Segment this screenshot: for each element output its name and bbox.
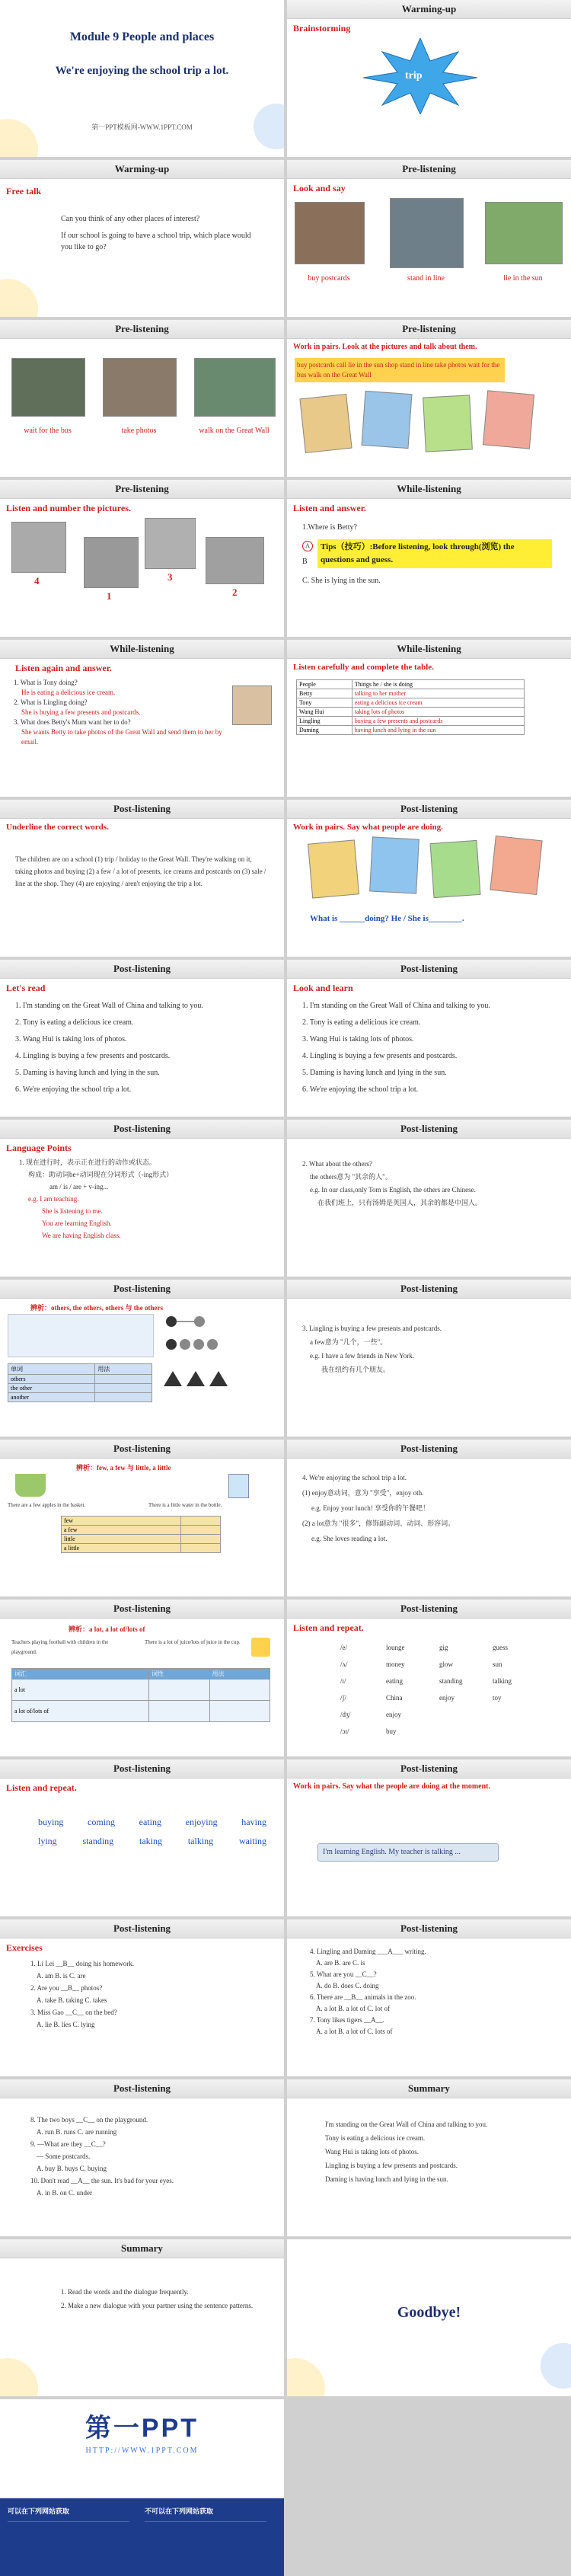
col-header: Things he / she is doing: [352, 680, 524, 689]
options: A. take B. taking C. takes: [37, 1996, 107, 2004]
question: — Some postcards.: [37, 2153, 91, 2160]
word: eating: [386, 1677, 403, 1685]
slide-free-talk[interactable]: [0, 160, 284, 317]
lesson-subtitle: We're enjoying the school trip a lot.: [55, 65, 229, 77]
cell: [209, 1701, 270, 1722]
sentence: 5. Daming is having lunch and lying in the sun.: [302, 1069, 447, 1077]
cell: Betty: [297, 689, 352, 698]
phoneme: /ɔɪ/: [340, 1727, 349, 1735]
word: buying: [38, 1817, 64, 1827]
caption: wait for the bus: [24, 427, 72, 435]
caption: There is a little water in the bottle.: [148, 1502, 222, 1508]
slide-number-pictures[interactable]: [0, 480, 284, 637]
question: 6. There are __B__ animals in the zoo.: [310, 1993, 416, 2001]
section-label: 辨析：few, a few 与 little, a little: [76, 1464, 171, 1472]
question: 8. The two boys __C__ on the playground.: [30, 2116, 148, 2124]
picture-3: [145, 518, 196, 569]
illustration: [8, 1314, 154, 1357]
phoneme: /ɪ/: [340, 1677, 346, 1685]
option-b[interactable]: B: [302, 558, 308, 566]
sentence-list: [302, 998, 561, 1098]
sentence: 6. We're enjoying the school trip a lot.: [302, 1085, 419, 1094]
cell: talking to her mother: [352, 689, 524, 698]
section-label: Underline the correct words.: [6, 823, 109, 832]
cell: [181, 1517, 221, 1526]
section-label: 辨析：a lot, a lot of/lots of: [69, 1625, 145, 1633]
example: We are having English class.: [42, 1232, 121, 1239]
qa-list: [14, 678, 227, 747]
slide-exercises-3[interactable]: [0, 2079, 284, 2236]
photo-sun: [485, 202, 563, 264]
caption: walk on the Great Wall: [199, 427, 270, 435]
word: glow: [439, 1660, 453, 1668]
word: eating: [139, 1817, 161, 1827]
slide-title: Post-listening: [400, 1283, 458, 1294]
notes: [302, 1322, 553, 1376]
cell: a few: [62, 1526, 181, 1535]
word: toy: [493, 1694, 502, 1702]
slide-look-say[interactable]: [287, 160, 571, 317]
cell: others: [8, 1375, 95, 1384]
cup-icon: [251, 1638, 270, 1657]
usage-table: [11, 1668, 270, 1722]
col-header: 用法: [209, 1669, 270, 1680]
slide-a-lot[interactable]: [0, 1600, 284, 1756]
option-a[interactable]: A: [302, 541, 313, 551]
cell: [181, 1526, 221, 1535]
cell: a lot: [12, 1680, 149, 1701]
word: waiting: [238, 1836, 266, 1846]
cell: [95, 1384, 152, 1393]
cell: a lot of/lots of: [12, 1701, 149, 1722]
example: e.g. I am teaching.: [28, 1195, 79, 1203]
options: A. in B. on C. under: [37, 2189, 92, 2197]
note: (2) a lot意为 "很多"，修饰副动词、动词、形容词。: [302, 1520, 455, 1527]
word: talking: [187, 1836, 214, 1846]
slide-title: Post-listening: [113, 1603, 171, 1614]
question: 3. What does Betty's Mum want her to do?: [14, 718, 131, 726]
section-label: Exercises: [6, 1942, 43, 1953]
slide-title: Post-listening: [400, 1123, 458, 1134]
deco-circle: [541, 2343, 571, 2389]
picture-card: [483, 390, 534, 449]
word: talking: [493, 1677, 512, 1685]
brand-url[interactable]: HTTP://WWW.1PPT.COM: [85, 2447, 199, 2455]
slide-a-few[interactable]: [287, 1280, 571, 1437]
col-header: 单词: [8, 1364, 95, 1375]
photo-camera: [103, 358, 177, 417]
picture-card: [308, 839, 359, 898]
slide-title: Post-listening: [400, 1763, 458, 1774]
example: e.g. She loves reading a lot.: [311, 1535, 388, 1542]
slide-title: Post-listening: [113, 2082, 171, 2094]
question: 4. Lingling and Daming ___A___ writing.: [310, 1948, 426, 1955]
tips-box: Tips（技巧）:Before listening, look through(浏览) the questions and guess.: [317, 539, 552, 568]
slide-title: Post-listening: [113, 1123, 171, 1134]
cell: [95, 1393, 152, 1402]
slide-look-learn[interactable]: [287, 960, 571, 1117]
cell: Lingling: [297, 717, 352, 726]
phoneme: /ʌ/: [340, 1660, 348, 1668]
cell: [95, 1375, 152, 1384]
question: 1. What is Tony doing?: [14, 679, 78, 686]
cell: another: [8, 1393, 95, 1402]
caption: lie in the sun: [503, 274, 543, 283]
cell: [181, 1544, 221, 1553]
word: buy: [386, 1727, 397, 1735]
slide-exercises-2[interactable]: [287, 1919, 571, 2076]
sentence: 4. Lingling is buying a few presents and postcards.: [302, 1052, 458, 1060]
cell: Tony: [297, 698, 352, 708]
answer-table: [296, 679, 525, 735]
word: standing: [439, 1677, 463, 1685]
deco-circle: [0, 2358, 38, 2396]
slide-title: Post-listening: [113, 803, 171, 814]
section-label: Listen and repeat.: [293, 1622, 364, 1633]
example: e.g. I have a few friends in New York.: [310, 1352, 414, 1360]
slide-title: While-listening: [110, 643, 174, 654]
word: lying: [38, 1836, 57, 1846]
answer-number: 2: [232, 586, 238, 598]
allowed-sites-title: 可以在下列网站获取: [8, 2507, 70, 2515]
slide-cover[interactable]: [0, 0, 284, 157]
slide-title: Summary: [121, 2242, 163, 2254]
deco-circle: [0, 279, 38, 317]
section-label: Brainstorming: [293, 23, 351, 34]
picture-card: [430, 840, 481, 898]
answer-number: 1: [107, 590, 112, 602]
slide-prelisten-photos[interactable]: [0, 320, 284, 477]
example: 我在纽约有几个朋友。: [321, 1366, 391, 1373]
sentence: I'm standing on the Great Wall of China and talking to you.: [325, 2121, 488, 2128]
options: A. run B. runs C. are running: [37, 2128, 117, 2136]
slide-say-doing[interactable]: [287, 800, 571, 957]
word-box: buy postcards call lie in the sun shop stand in line take photos wait for the bus walk on the Great Wall: [295, 358, 505, 382]
picture-card: [299, 394, 352, 453]
question-1: Can you think of any other places of interest?: [61, 215, 200, 223]
sentence: 3. Wang Hui is taking lots of photos.: [15, 1035, 127, 1044]
slide-title: Post-listening: [400, 803, 458, 814]
cell: the other: [8, 1384, 95, 1393]
slide-title: Post-listening: [400, 1922, 458, 1934]
cell: eating a delicious ice cream: [352, 698, 524, 708]
task: 2. Make a new dialogue with your partner using the sentence patterns.: [61, 2302, 254, 2309]
section-label: Look and say: [293, 183, 346, 193]
cell: Wang Hui: [297, 708, 352, 717]
slide-language-points[interactable]: [0, 1120, 284, 1277]
phonics-column: [340, 1639, 386, 1740]
slide-title: Pre-listening: [402, 163, 456, 174]
disallowed-sites-title: 不可以在下列网站获取: [145, 2507, 214, 2515]
allowed-sites-list: [8, 2521, 129, 2564]
example: e.g. Enjoy your lunch! 享受你的午餐吧！: [311, 1504, 429, 1512]
picture-4: [206, 537, 264, 584]
word: coming: [88, 1817, 115, 1827]
exercise-list: [30, 2114, 266, 2199]
slide-lets-read[interactable]: [0, 960, 284, 1117]
slide-title: Post-listening: [113, 1763, 171, 1774]
photo-wall: [194, 358, 276, 417]
word: enjoying: [185, 1817, 218, 1827]
sentence: Daming is having lunch and lying in the sun.: [325, 2175, 448, 2183]
question: 3. Miss Gao __C__ on the bed?: [30, 2009, 117, 2016]
cell: little: [62, 1535, 181, 1544]
cell: [149, 1680, 209, 1701]
caption: Teachers playing football with children in the playground.: [11, 1639, 109, 1655]
slide-summary-2[interactable]: [0, 2239, 284, 2396]
options: A. do B. does C. doing: [316, 1982, 379, 1990]
options: A. am B. is C. are: [37, 1972, 86, 1980]
slide-few-little[interactable]: [0, 1440, 284, 1596]
word: gig: [439, 1644, 448, 1651]
goodbye-text: Goodbye!: [397, 2304, 461, 2321]
cell: few: [62, 1517, 181, 1526]
word: guess: [493, 1644, 508, 1651]
section-label: Listen again and answer.: [15, 663, 112, 673]
phoneme: /dʒ/: [340, 1711, 351, 1718]
cell: [209, 1680, 270, 1701]
photo-bus: [11, 358, 85, 417]
options: A. a lot B. a lot of C. lot of: [316, 2005, 390, 2012]
question: 1. Li Lei __B__ doing his homework.: [30, 1960, 134, 1967]
usage-table: [8, 1363, 152, 1402]
slide-title: Post-listening: [113, 1443, 171, 1454]
brand-logo: 第一PPT: [85, 2414, 199, 2443]
slide-pairs-moment[interactable]: [287, 1759, 571, 1916]
picture-2: [84, 537, 139, 588]
sentence: 1. I'm standing on the Great Wall of China and talking to you.: [302, 1002, 490, 1010]
slide-title: While-listening: [397, 483, 461, 494]
section-label: Free talk: [6, 186, 42, 197]
option-c[interactable]: C. She is lying in the sun.: [302, 577, 381, 585]
bottle-icon: [228, 1474, 249, 1498]
answer: She is buying a few presents and postcards.: [21, 708, 141, 716]
word: sun: [493, 1660, 502, 1668]
cell: having lunch and lying in the sun: [352, 726, 524, 735]
section-label: 辨析：others, the others, others 与 the others: [30, 1304, 163, 1312]
slide-title: Post-listening: [113, 963, 171, 974]
word: enjoy: [439, 1694, 455, 1702]
task: 1. Read the words and the dialogue frequently.: [61, 2288, 189, 2296]
slide-listen-answer[interactable]: [287, 480, 571, 637]
example: She is listening to me.: [42, 1207, 103, 1215]
word: money: [386, 1660, 405, 1668]
section-label: Listen and answer.: [293, 503, 366, 513]
question-2: If our school is going to have a school trip, which place would you like to go?: [61, 232, 251, 251]
slide-title: Pre-listening: [402, 323, 456, 334]
slide-underline[interactable]: [0, 800, 284, 957]
example: 在我们班上，只有汤姆是英国人，其余的都是中国人。: [317, 1199, 483, 1207]
notes: [302, 1470, 553, 1546]
section-label: Listen carefully and complete the table.: [293, 663, 434, 672]
answer: She wants Betty to take photos of the Great Wall and send them to her by email.: [21, 728, 222, 746]
question: 7. Tony likes tigers __A__.: [310, 2016, 384, 2024]
disallowed-sites-list: [145, 2521, 266, 2564]
section-label: Work in pairs. Look at the pictures and talk about them.: [293, 343, 477, 351]
sentence: Lingling is buying a few presents and postcards.: [325, 2162, 458, 2169]
question: 2. What is Lingling doing?: [14, 698, 88, 706]
question: 5. What are you __C__?: [310, 1970, 377, 1978]
exercise-list: [30, 1958, 259, 2031]
section-label: Listen and repeat.: [6, 1782, 77, 1793]
sentence: 6. We're enjoying the school trip a lot.: [15, 1085, 132, 1094]
question: 9. —What are they __C__?: [30, 2140, 106, 2148]
col-header: 词性: [149, 1669, 209, 1680]
slide-title: Pre-listening: [115, 323, 169, 334]
slide-title: Post-listening: [113, 1922, 171, 1934]
slide-ing-words[interactable]: [0, 1759, 284, 1916]
slide-exercises-1[interactable]: [0, 1919, 284, 2076]
word: enjoy: [386, 1711, 401, 1718]
brainstorm-center: trip: [405, 70, 423, 81]
word-row: [38, 1817, 266, 1828]
cell: Daming: [297, 726, 352, 735]
options: A. buy B. buys C. buying: [37, 2165, 107, 2172]
section-label: Listen and number the pictures.: [6, 503, 131, 513]
grammar-notes: [19, 1156, 270, 1242]
note: (1) enjoy意动词，意为 "享受"，enjoy oth.: [302, 1489, 424, 1497]
cell: taking lots of photos: [352, 708, 524, 717]
slide-goodbye[interactable]: [287, 2239, 571, 2396]
cell: [149, 1701, 209, 1722]
slide-enjoy[interactable]: [287, 1440, 571, 1596]
sentence: 2. Tony is eating a delicious ice cream.: [15, 1018, 134, 1027]
picture-card: [423, 395, 473, 452]
slide-title: Post-listening: [400, 1443, 458, 1454]
usage-table: [61, 1516, 221, 1553]
word: taking: [139, 1836, 162, 1846]
note: am / is / are + v-ing...: [49, 1183, 109, 1191]
phonics-column: [439, 1639, 493, 1706]
site-credit: 第一PPT模板网-WWW.1PPT.COM: [91, 123, 193, 131]
answer-number: 4: [34, 575, 40, 586]
caption: There is a lot of juice/lots of juice in the cup.: [145, 1639, 241, 1645]
note: 4. We're enjoying the school trip a lot.: [302, 1474, 407, 1481]
picture-card: [369, 836, 419, 893]
footer-banner: [0, 2399, 284, 2576]
options: A. are B. are C. is: [316, 1959, 365, 1967]
sentence: 1. I'm standing on the Great Wall of China and talking to you.: [15, 1002, 203, 1010]
example: You are learning English.: [42, 1219, 112, 1227]
sentence: 2. Tony is eating a delicious ice cream.: [302, 1018, 421, 1027]
section-label: Let's read: [6, 983, 46, 993]
slide-pairs-talk[interactable]: [287, 320, 571, 477]
slide-title: Warming-up: [401, 3, 457, 14]
sentence: 4. Lingling is buying a few presents and postcards.: [15, 1052, 171, 1060]
section-label: Work in pairs. Say what people are doing.: [293, 823, 443, 832]
cell: a little: [62, 1544, 181, 1553]
slide-listen-again[interactable]: [0, 640, 284, 797]
summary-list: [325, 2117, 561, 2186]
sentence-list: [15, 998, 274, 1098]
col-header: 词汇: [12, 1669, 149, 1680]
slide-summary-1[interactable]: [287, 2079, 571, 2236]
cell: [181, 1535, 221, 1544]
note: 构成：助动词be+动词现在分词形式（-ing形式）: [28, 1171, 174, 1178]
sentence-pattern: What is ______doing? He / She is________.: [310, 914, 464, 923]
phonics-column: [493, 1639, 546, 1706]
picture-card: [362, 391, 413, 449]
word-row: [38, 1836, 266, 1847]
word: lounge: [386, 1644, 405, 1651]
slide-others-compare[interactable]: [0, 1280, 284, 1437]
notes: [302, 1158, 553, 1210]
slide-phonics[interactable]: [287, 1600, 571, 1756]
sentence: 5. Daming is having lunch and lying in the sun.: [15, 1069, 160, 1077]
slide-title: Summary: [408, 2082, 450, 2094]
speech-bubble: I'm learning English. My teacher is talking ...: [317, 1843, 499, 1862]
phonics-column: [386, 1639, 439, 1740]
col-header: People: [297, 680, 352, 689]
picture: [232, 686, 272, 725]
slide-title: Post-listening: [400, 1603, 458, 1614]
exercise-list: [310, 1946, 538, 2037]
caption: stand in line: [407, 274, 445, 283]
shapes-icon: [164, 1314, 270, 1398]
section-label: Look and learn: [293, 983, 353, 993]
sentence: Tony is eating a delicious ice cream.: [325, 2134, 426, 2142]
sentence: Wang Hui is taking lots of photos.: [325, 2148, 419, 2156]
example: e.g. In our class,only Tom is English, the others are Chinese.: [310, 1186, 476, 1194]
note: 3. Lingling is buying a few presents and postcards.: [302, 1325, 442, 1332]
question: 10. Don't read __A__ the sun. It's bad for your eyes.: [30, 2177, 174, 2184]
slide-complete-table[interactable]: [287, 640, 571, 797]
slide-title: Pre-listening: [115, 483, 169, 494]
caption: take photos: [121, 427, 157, 435]
phoneme: /ʃ/: [340, 1694, 346, 1702]
module-title: Module 9 People and places: [69, 30, 215, 43]
note: 2. What about the others?: [302, 1160, 373, 1168]
section-label: Language Points: [6, 1143, 72, 1153]
photo-line: [390, 198, 464, 268]
deco-circle: [287, 2358, 325, 2396]
passage: The children are on a school (1) trip / holiday to the Great Wall. They're walking on it, taking photos and buying (2) a few / a lot of presents, ice creams and postcards on (3) sale / line at the shop. They (4) are enjoying / aren't enjoying the trip a lot.: [15, 855, 266, 887]
caption: There are a few apples in the basket.: [8, 1502, 86, 1508]
options: A. a lot B. a lot of C. lots of: [316, 2028, 393, 2035]
slide-the-others[interactable]: [287, 1120, 571, 1277]
answer-number: 3: [167, 571, 173, 583]
phoneme: /e/: [340, 1644, 347, 1651]
photo-postcards: [295, 202, 365, 264]
picture-card: [490, 836, 542, 895]
slide-title: While-listening: [397, 643, 461, 654]
word: having: [241, 1817, 266, 1827]
section-label: Work in pairs. Say what the people are doing at the moment.: [293, 1782, 490, 1791]
question: 1.Where is Betty?: [302, 523, 357, 532]
options: A. lie B. lies C. lying: [37, 2021, 95, 2028]
picture-1: [11, 522, 66, 573]
basket-icon: [15, 1474, 46, 1497]
cell: buying a few presents and postcards: [352, 717, 524, 726]
answer: He is eating a delicious ice cream.: [21, 689, 116, 696]
caption: buy postcards: [308, 274, 350, 283]
homework-list: [61, 2285, 266, 2312]
word: China: [386, 1694, 403, 1702]
question: 2. Are you __B__ photos?: [30, 1984, 103, 1992]
sentence: 3. Wang Hui is taking lots of photos.: [302, 1035, 414, 1044]
slide-title: Post-listening: [113, 1283, 171, 1294]
slide-title: Warming-up: [114, 163, 170, 174]
slide-title: Post-listening: [400, 963, 458, 974]
note: 1. 现在进行时，表示正在进行的动作或状态。: [19, 1159, 157, 1166]
note: a few意为 "几个，一些"。: [310, 1338, 388, 1346]
col-header: 用法: [95, 1364, 152, 1375]
slide-brainstorm[interactable]: [287, 0, 571, 157]
note: the others意为 "其余的人"。: [310, 1173, 392, 1181]
word: standing: [82, 1836, 114, 1846]
